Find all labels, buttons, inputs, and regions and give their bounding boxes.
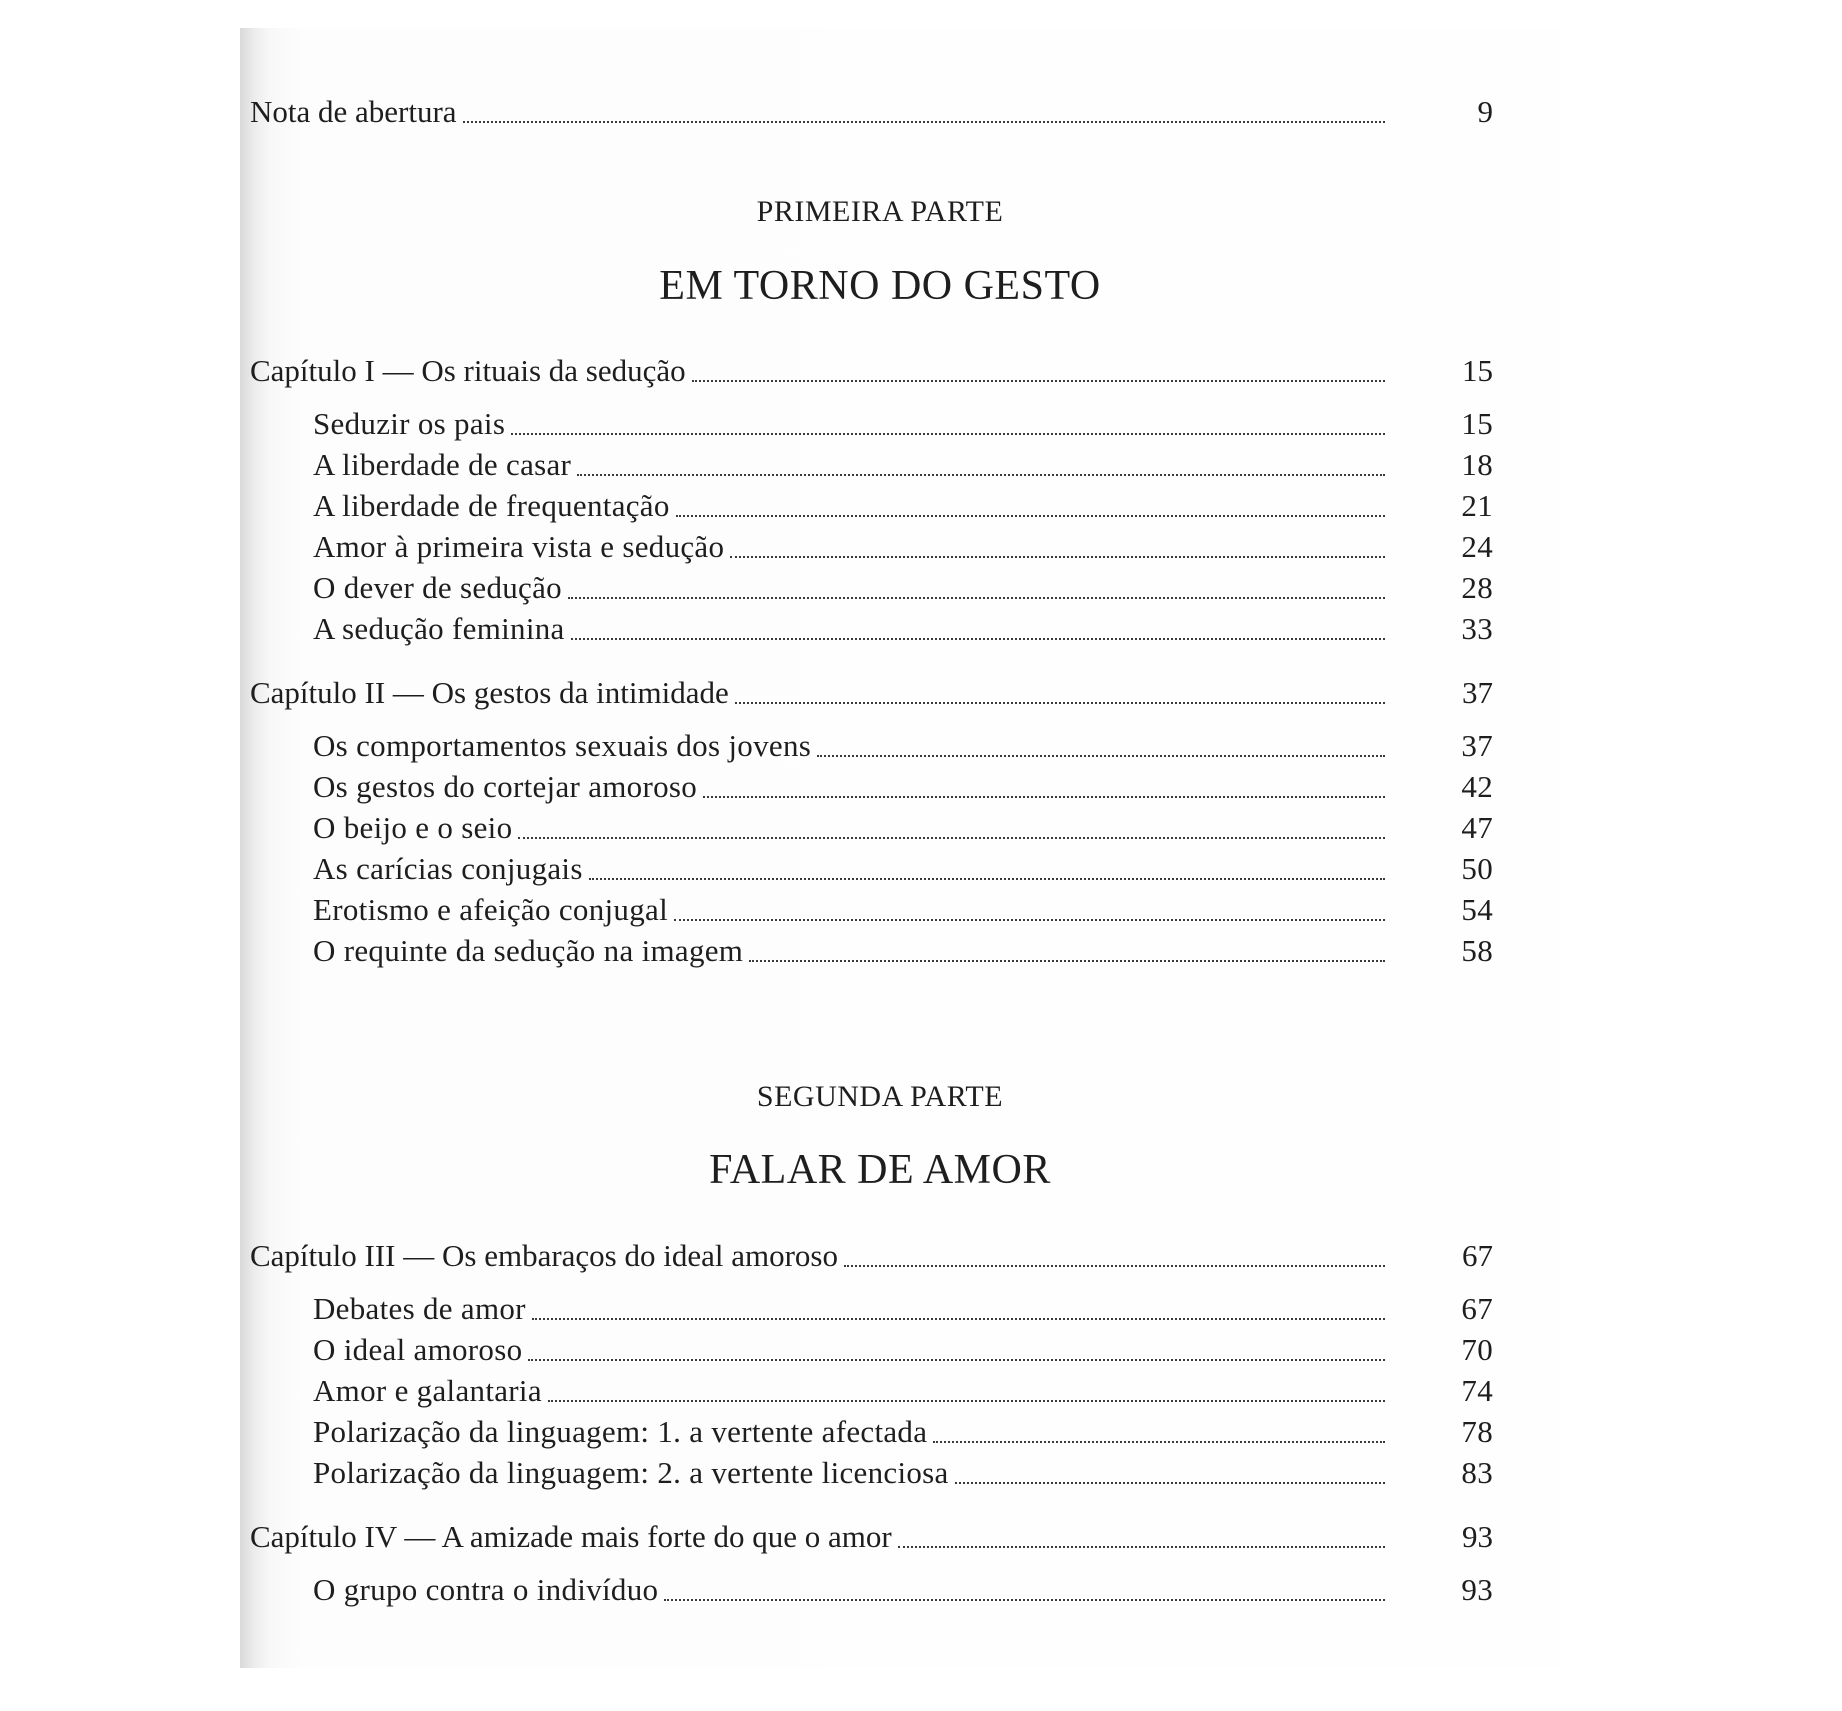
toc-section-title: Os comportamentos sexuais dos jovens xyxy=(313,728,812,763)
toc-section-title: O grupo contra o indivíduo xyxy=(313,1572,659,1607)
toc-page-number: 15 xyxy=(1462,353,1493,388)
toc-section-title: Amor à primeira vista e sedução xyxy=(313,529,725,564)
toc-page-number: 33 xyxy=(1461,611,1493,646)
toc-page-number: 54 xyxy=(1461,892,1493,927)
toc-section[interactable] xyxy=(313,1453,1493,1493)
toc-section-title: Os gestos do cortejar amoroso xyxy=(313,769,698,804)
toc-chapter-title: Capítulo IV — A amizade mais forte do que o amor xyxy=(250,1519,892,1554)
toc-chapter[interactable] xyxy=(250,1517,1493,1557)
part-title: FALAR DE AMOR xyxy=(709,1147,1051,1193)
toc-section[interactable] xyxy=(313,726,1493,766)
dot-leader xyxy=(664,1599,1385,1601)
toc-page-number: 42 xyxy=(1461,769,1493,804)
dot-leader xyxy=(735,702,1385,704)
toc-section-title: O ideal amoroso xyxy=(313,1332,523,1367)
toc-page-number: 83 xyxy=(1461,1455,1493,1490)
toc-section[interactable] xyxy=(313,609,1493,649)
dot-leader xyxy=(528,1359,1385,1361)
toc-entry-title: Nota de abertura xyxy=(250,94,457,129)
dot-leader xyxy=(955,1482,1385,1484)
toc-section[interactable] xyxy=(313,486,1493,526)
toc-section[interactable] xyxy=(313,568,1493,608)
toc-section[interactable] xyxy=(313,1371,1493,1411)
toc-chapter-title: Capítulo II — Os gestos da intimidade xyxy=(250,675,729,710)
toc-page-number: 70 xyxy=(1461,1332,1493,1367)
toc-section[interactable] xyxy=(313,808,1493,848)
toc-page-number: 37 xyxy=(1462,675,1493,710)
toc-section[interactable] xyxy=(313,404,1493,444)
toc-page-number: 9 xyxy=(1477,94,1493,129)
dot-leader xyxy=(844,1265,1385,1267)
dot-leader xyxy=(548,1400,1385,1402)
toc-section-title: Polarização da linguagem: 1. a vertente afectada xyxy=(313,1414,928,1449)
toc-chapter-title: Capítulo I — Os rituais da sedução xyxy=(250,353,686,388)
dot-leader xyxy=(511,433,1385,435)
toc-page-number: 93 xyxy=(1462,1519,1493,1554)
dot-leader xyxy=(568,597,1385,599)
toc-section-title: O dever de sedução xyxy=(313,570,562,605)
dot-leader xyxy=(463,121,1385,123)
toc-section-title: A sedução feminina xyxy=(313,611,565,646)
toc-page-number: 24 xyxy=(1461,529,1493,564)
toc-section[interactable] xyxy=(313,527,1493,567)
dot-leader xyxy=(817,755,1385,757)
toc-page-number: 37 xyxy=(1461,728,1493,763)
dot-leader xyxy=(730,556,1385,558)
toc-section-title: O requinte da sedução na imagem xyxy=(313,933,744,968)
toc-section-title: A liberdade de frequentação xyxy=(313,488,670,523)
toc-section[interactable] xyxy=(313,931,1493,971)
part-title: EM TORNO DO GESTO xyxy=(659,263,1101,309)
toc-page-number: 93 xyxy=(1461,1572,1493,1607)
toc-section-title: Seduzir os pais xyxy=(313,406,506,441)
toc-page-number: 21 xyxy=(1461,488,1493,523)
toc-section-title: O beijo e o seio xyxy=(313,810,513,845)
toc-page-number: 50 xyxy=(1461,851,1493,886)
toc-page-number: 67 xyxy=(1461,1291,1493,1326)
dot-leader xyxy=(589,878,1385,880)
dot-leader xyxy=(532,1318,1385,1320)
toc-section-title: Polarização da linguagem: 2. a vertente licenciosa xyxy=(313,1455,949,1490)
toc-page-number: 18 xyxy=(1461,447,1493,482)
dot-leader xyxy=(692,380,1385,382)
toc-section[interactable] xyxy=(313,849,1493,889)
toc-chapter[interactable] xyxy=(250,1236,1493,1276)
toc-chapter-title: Capítulo III — Os embaraços do ideal amoroso xyxy=(250,1238,838,1273)
toc-section[interactable] xyxy=(313,1570,1493,1610)
toc-section[interactable] xyxy=(313,767,1493,807)
toc-section[interactable] xyxy=(313,890,1493,930)
dot-leader xyxy=(577,474,1385,476)
dot-leader xyxy=(674,919,1385,921)
toc-page-number: 47 xyxy=(1461,810,1493,845)
toc-section-title: Amor e galantaria xyxy=(313,1373,542,1408)
toc-entry-opening[interactable] xyxy=(250,92,1493,132)
dot-leader xyxy=(703,796,1385,798)
toc-section[interactable] xyxy=(313,1330,1493,1370)
dot-leader xyxy=(518,837,1385,839)
toc-chapter[interactable] xyxy=(250,673,1493,713)
toc-section[interactable] xyxy=(313,1289,1493,1329)
toc-page-number: 58 xyxy=(1461,933,1493,968)
part-label: SEGUNDA PARTE xyxy=(756,1080,1004,1113)
toc-page-number: 67 xyxy=(1462,1238,1493,1273)
toc-chapter[interactable] xyxy=(250,351,1493,391)
toc-page-number: 15 xyxy=(1461,406,1493,441)
toc-page-number: 74 xyxy=(1461,1373,1493,1408)
toc-page-number: 78 xyxy=(1461,1414,1493,1449)
dot-leader xyxy=(749,960,1385,962)
toc-page-number: 28 xyxy=(1461,570,1493,605)
dot-leader xyxy=(676,515,1385,517)
toc-section[interactable] xyxy=(313,445,1493,485)
dot-leader xyxy=(898,1546,1385,1548)
toc-section-title: Debates de amor xyxy=(313,1291,526,1326)
dot-leader xyxy=(933,1441,1385,1443)
dot-leader xyxy=(571,638,1385,640)
toc-section-title: Erotismo e afeição conjugal xyxy=(313,892,668,927)
part-label: PRIMEIRA PARTE xyxy=(756,195,1004,228)
toc-section-title: As carícias conjugais xyxy=(313,851,583,886)
toc-section-title: A liberdade de casar xyxy=(313,447,572,482)
toc-section[interactable] xyxy=(313,1412,1493,1452)
